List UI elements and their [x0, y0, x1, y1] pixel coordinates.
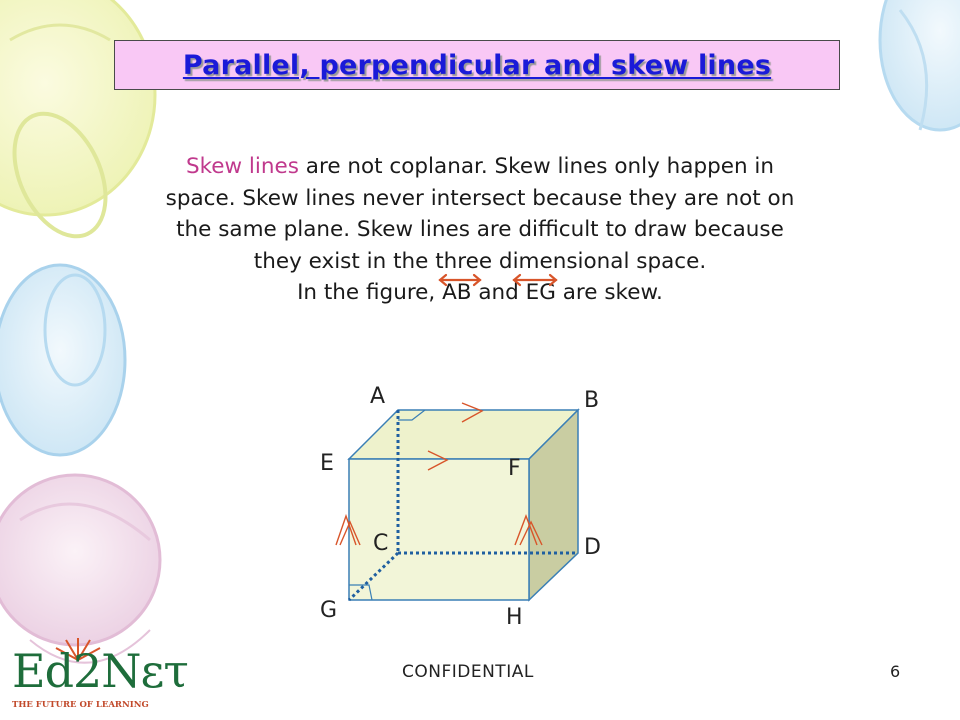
- logo-tagline: THE FUTURE OF LEARNING: [12, 700, 149, 710]
- paragraph-line-5: In the figure, AB and EG are skew.: [297, 280, 663, 305]
- vertex-label-h: H: [506, 605, 523, 630]
- ed2net-logo: [8, 636, 188, 716]
- logo-wordmark: Ed2Nετ: [12, 644, 188, 698]
- slide-title: Parallel, perpendicular and skew lines: [182, 49, 772, 81]
- skew-lines-highlight: Skew lines: [185, 154, 299, 179]
- paragraph-line-4: they exist in the three dimensional space.: [253, 248, 707, 274]
- vertex-label-g: G: [320, 598, 338, 623]
- paragraph-line-2: space. Skew lines never intersect because they are not on: [165, 185, 795, 211]
- paragraph-line-1-rest: are not coplanar. Skew lines only happen in: [298, 154, 775, 179]
- vertex-label-c: C: [373, 531, 389, 556]
- cube-front-face: [349, 459, 529, 600]
- paragraph-line-3: the same plane. Skew lines are difficult to draw because: [176, 217, 784, 242]
- footer-confidential: CONFIDENTIAL: [402, 662, 534, 682]
- vertex-label-b: B: [584, 388, 600, 413]
- vertex-label-e: E: [320, 451, 334, 476]
- vertex-label-d: D: [584, 535, 601, 560]
- vertex-label-a: A: [370, 384, 386, 409]
- slide-page-number: 6: [890, 662, 901, 681]
- vertex-label-f: F: [508, 456, 521, 481]
